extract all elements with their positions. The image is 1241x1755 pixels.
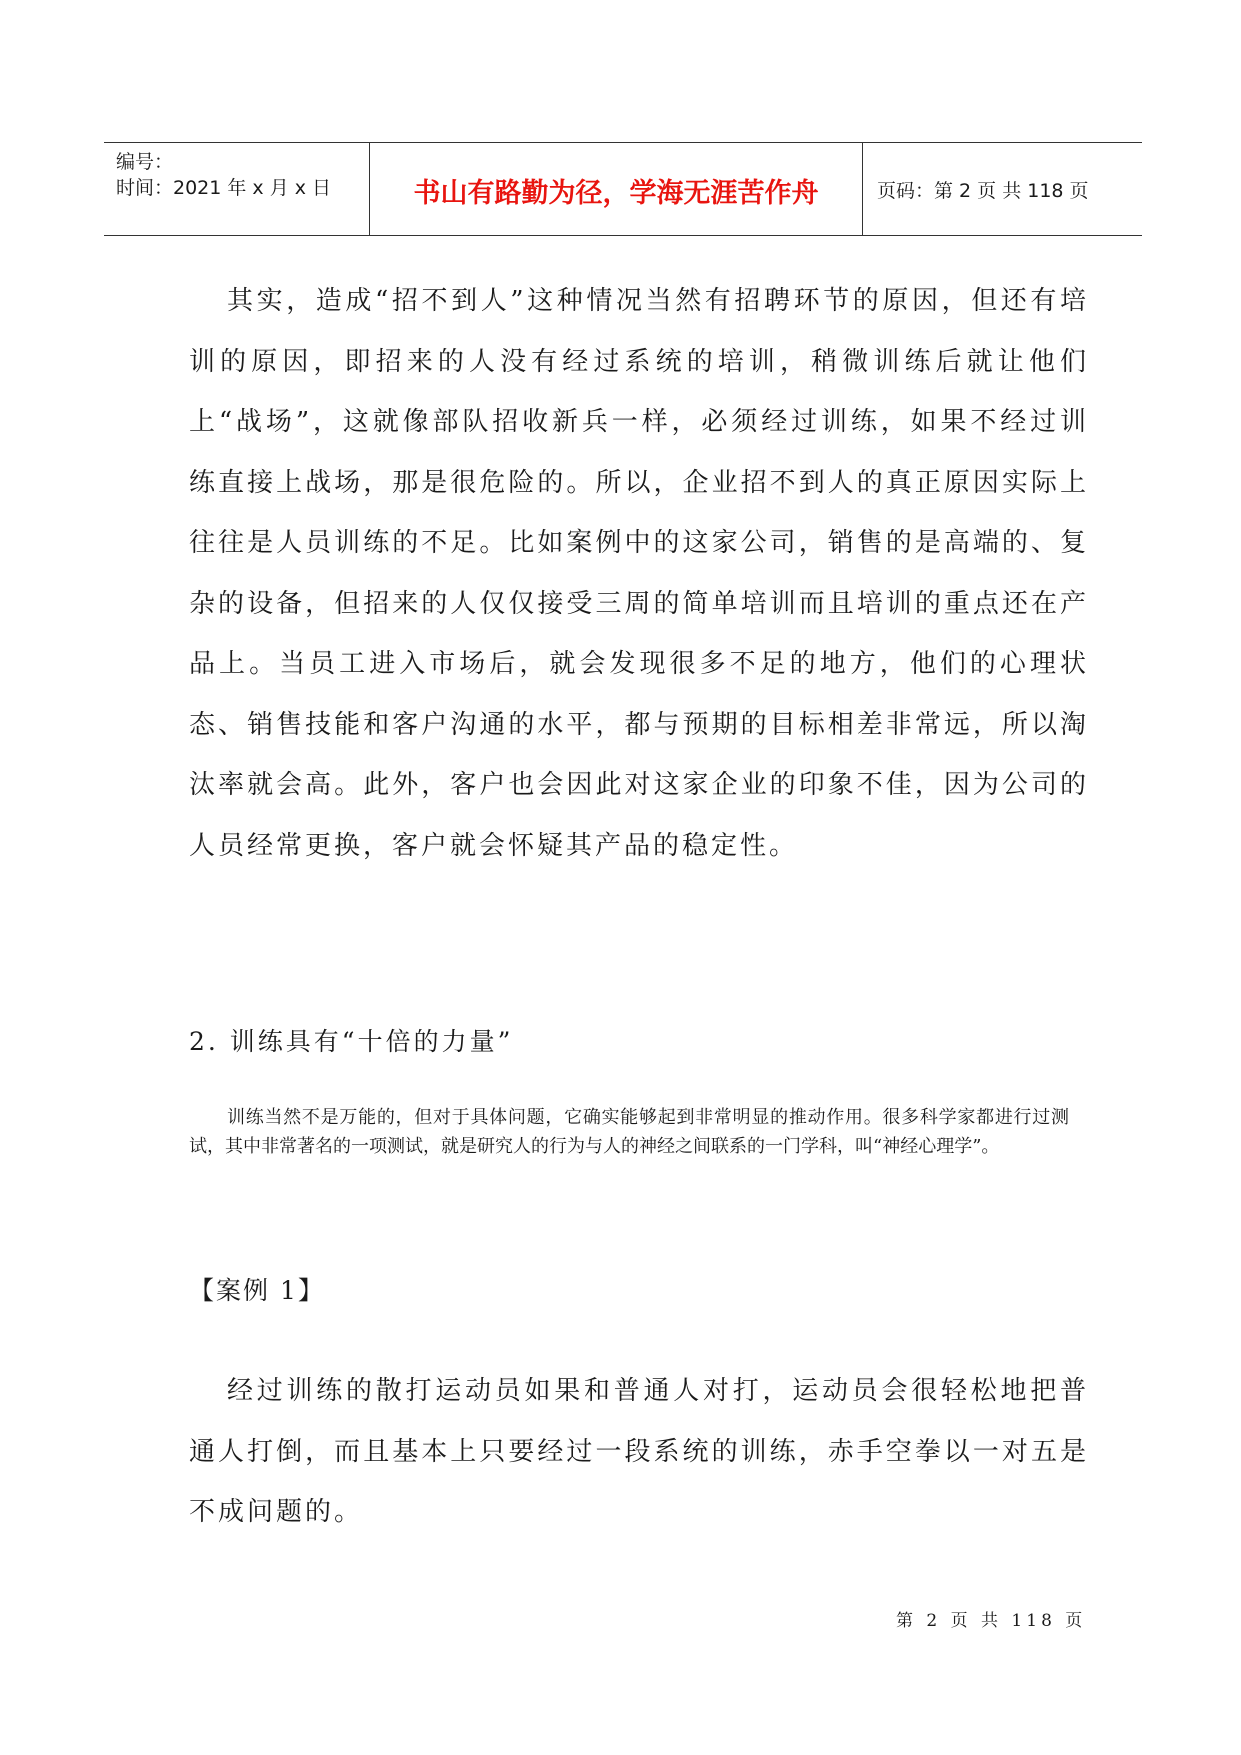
body-paragraph-2: 经过训练的散打运动员如果和普通人对打，运动员会很轻松地把普通人打倒，而且基本上只要经过一段系统的训练，赤手空拳以一对五是不成问题的。 <box>189 1376 1089 1527</box>
small-paragraph: 训练当然不是万能的，但对于具体问题，它确实能够起到非常明显的推动作用。很多科学家都进行过测试，其中非常著名的一项测试，就是研究人的行为与人的神经之间联系的一门学科，叫“神经心理学”。 <box>189 1107 1069 1157</box>
section-heading: 2. 训练具有“十倍的力量” <box>189 1027 514 1056</box>
case-heading: 【案例 1】 <box>189 1276 325 1305</box>
document-number-label: 编号： <box>116 151 174 173</box>
document-date: 时间：2021 年 x 月 x 日 <box>116 177 332 199</box>
body-paragraph-1: 其实，造成“招不到人”这种情况当然有招聘环节的原因，但还有培训的原因，即招来的人没有经过系统的培训，稍微训练后就让他们上“战场”，这就像部队招收新兵一样，必须经过训练，如果不经过训练直接上战场，那是很危险的。所以，企业招不到人的真正原因实际上往往是人员训练的不足。比如案例中的这家公司，销售的是高端的、复杂的设备，但招来的人仅仅接受三周的简单培训而且培训的重点还在产品上。当员工进入市场后，就会发现很多不足的地方，他们的心理状态、销售技能和客户沟通的水平，都与预期的目标相差非常远，所以淘汰率就会高。此外，客户也会因此对这家企业的印象不佳，因为公司的人员经常更换，客户就会怀疑其产品的稳定性。 <box>189 286 1089 861</box>
document-header <box>104 142 1142 236</box>
header-meta-cell <box>104 143 370 235</box>
header-page-cell <box>863 143 1142 235</box>
footer-page-number: 第 2 页 共 118 页 <box>896 1611 1087 1631</box>
header-motto-cell <box>370 143 863 235</box>
header-page-info: 页码：第 2 页 共 118 页 <box>877 180 1089 202</box>
header-motto: 书山有路勤为径，学海无涯苦作舟 <box>413 178 819 209</box>
